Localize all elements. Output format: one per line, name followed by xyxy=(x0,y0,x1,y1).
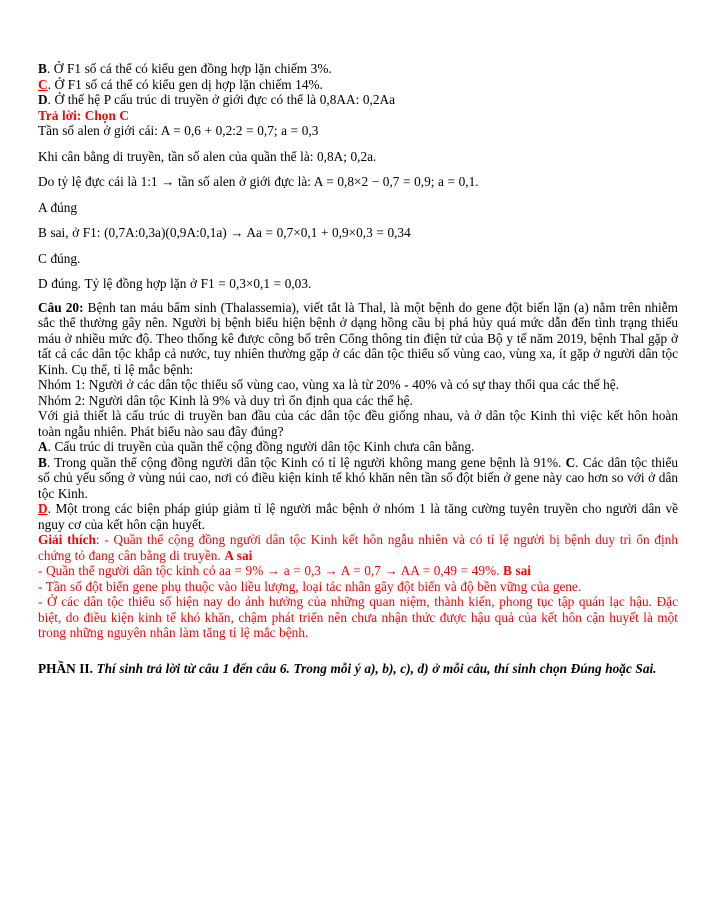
explanation-intro xyxy=(38,532,678,563)
explanation-calc xyxy=(38,563,678,579)
text-segment: Nhóm 2: Người dân tộc Kinh là 9% và duy trì ổn định qua các thế hệ. xyxy=(38,392,413,408)
text-segment: D đúng. Tỷ lệ đồng hợp lặn ở F1 = 0,3×0,1 = 0,03. xyxy=(38,276,312,291)
eval-c xyxy=(38,251,678,267)
explanation-minority xyxy=(38,594,678,641)
option-b-line xyxy=(38,61,678,77)
option-d-line xyxy=(38,92,678,108)
text-segment: Bệnh tan máu bẩm sinh (Thalassemia), viết tắt là Thal, là một bệnh do gene đột biến lặn (a) nằm trên nhiễm sắc thể thường gây nên. Người bị bệnh biểu hiện bệnh ở dạng hồng cầu bị phá hủy quá mức dẫn đến tình trạng thiếu máu ở nhiều mức độ. Theo thống kê được công bố trên Cổng thông tin điện tử của Bộ y tế năm 2019, bệnh Thal gặp ở tất cả các dân tộc khắp cả nước, tuy nhiên thường gặp ở các dân tộc thiểu số vùng cao, vùng xa, ít gặp ở người dân tộc Kinh. Cụ thể, tỉ lệ mắc bệnh: xyxy=(38,299,678,377)
calc-allele-freq-male xyxy=(38,174,678,190)
text-segment: C xyxy=(38,76,48,92)
text-segment: D xyxy=(38,92,48,107)
text-segment: . Trong quần thể cộng đồng người dân tộc Kinh có tỉ lệ người không mang gene bệnh là 91%. xyxy=(46,454,566,470)
assumption-paragraph xyxy=(38,408,678,439)
text-segment: Khi cân bằng di truyền, tần số alen của quần thể là: 0,8A; 0,2a. xyxy=(38,148,377,164)
document-body xyxy=(38,61,678,676)
text-segment: D xyxy=(38,501,48,516)
text-segment: C đúng. xyxy=(38,250,81,266)
text-segment: . Một trong các biện pháp giúp giảm tỉ lệ người mắc bệnh ở nhóm 1 là tăng cường tuyên truyền cho người dân về nguy cơ của kết hôn cận huyết. xyxy=(38,501,678,532)
group-2-line xyxy=(38,393,678,409)
eval-d xyxy=(38,276,678,292)
text-segment: . Các dân tộc thiểu số chủ yếu sống ở vùng núi cao, nơi có điều kiện kinh tế khó khăn nên tần số đột biến ở gene này cao hơn so với ở dân tộc Kinh. xyxy=(38,454,678,501)
text-segment: B sai, ở F1: (0,7A:0,3a)(0,9A:0,1a) → Aa = 0,7×0,1 + 0,9×0,3 = 0,34 xyxy=(38,225,411,240)
text-segment: Nhóm 1: Người ở các dân tộc thiểu số vùng cao, vùng xa là từ 20% - 40% và có sự thay thổi qua các thế hệ. xyxy=(38,377,619,392)
calc-equilibrium xyxy=(38,149,678,165)
part-2-header xyxy=(38,661,678,677)
text-segment: . Ở F1 số cá thể có kiểu gen đồng hợp lặn chiếm 3%. xyxy=(46,61,332,76)
text-segment: - Ở các dân tộc thiểu số hiện nay do ảnh hưởng của những quan niệm, thành kiến, phong tục tập quán lạc hậu. Đặc biệt, do điều kiện kinh tế khó khăn, chậm phát triển nên chưa nhận thức được hậu quả của kết hôn cận huyết là một trong những nguyên nhân làm tăng tỉ lệ mắc bệnh. xyxy=(38,594,678,640)
text-segment: PHẦN II. xyxy=(38,660,93,676)
text-segment: Tần số alen ở giới cái: A = 0,6 + 0,2:2 = 0,7; a = 0,3 xyxy=(38,123,319,138)
text-segment: B xyxy=(38,61,47,76)
text-segment: Với giả thiết là cấu trúc di truyền ban đầu của các dân tộc đều giống nhau, và ở dân tộc Kinh thì việc kết hôn hoàn toàn ngẫu nhiên. Phát biểu nào sau đây đúng? xyxy=(38,408,678,439)
text-segment: : - Quần thể cộng đồng người dân tộc Kinh kết hôn ngẫu nhiên và có tỉ lệ người bị bệnh duy trì ổn định chứng tỏ đang cân bằng di truyền. xyxy=(38,532,678,563)
text-segment: - Tần số đột biến gene phụ thuộc vào liều lượng, loại tác nhân gây đột biến và độ bền vững của gene. xyxy=(38,578,582,594)
text-segment: . Cấu trúc di truyền của quần thể cộng đồng người dân tộc Kinh chưa cân bằng. xyxy=(47,439,475,454)
text-segment: Trả lời: xyxy=(38,107,82,123)
question-20-paragraph xyxy=(38,300,678,378)
q20-option-b-c xyxy=(38,455,678,502)
text-segment: Chọn C xyxy=(81,107,130,123)
text-segment: A xyxy=(38,439,48,454)
text-segment: C xyxy=(565,454,576,470)
explanation-mutation xyxy=(38,579,678,595)
text-segment: Giải thích xyxy=(38,532,96,547)
q20-option-a xyxy=(38,439,678,455)
q20-option-d-correct xyxy=(38,501,678,532)
text-segment: . Ở thế hệ P cấu trúc di truyền ở giới đực có thể là 0,8AA: 0,2Aa xyxy=(47,92,396,107)
text-segment: B xyxy=(38,454,47,470)
option-c-line-correct xyxy=(38,77,678,93)
text-segment: A sai xyxy=(224,547,253,563)
eval-a xyxy=(38,200,678,216)
text-segment: Do tỷ lệ đực cái là 1:1 → tần số alen ở giới đực là: A = 0,8×2 − 0,7 = 0,9; a = 0,1. xyxy=(38,174,479,189)
calc-allele-freq-female xyxy=(38,123,678,139)
text-segment: B sai xyxy=(503,563,531,578)
group-1-line xyxy=(38,377,678,393)
text-segment: - Quần thể người dân tộc kinh có aa = 9% → a = 0,3 → A = 0,7 → AA = 0,49 = 49%. xyxy=(38,563,503,578)
eval-b xyxy=(38,225,678,241)
text-segment: A đúng xyxy=(38,199,78,215)
text-segment: . Ở F1 số cá thể có kiểu gen dị hợp lặn chiếm 14%. xyxy=(47,76,323,92)
answer-choice-line xyxy=(38,108,678,124)
text-segment: Câu 20: xyxy=(38,299,84,315)
text-segment: Thí sinh trả lời từ câu 1 đến câu 6. Trong mỗi ý a), b), c), d) ở mỗi câu, thí sinh chọn Đúng hoặc Sai. xyxy=(92,660,657,676)
